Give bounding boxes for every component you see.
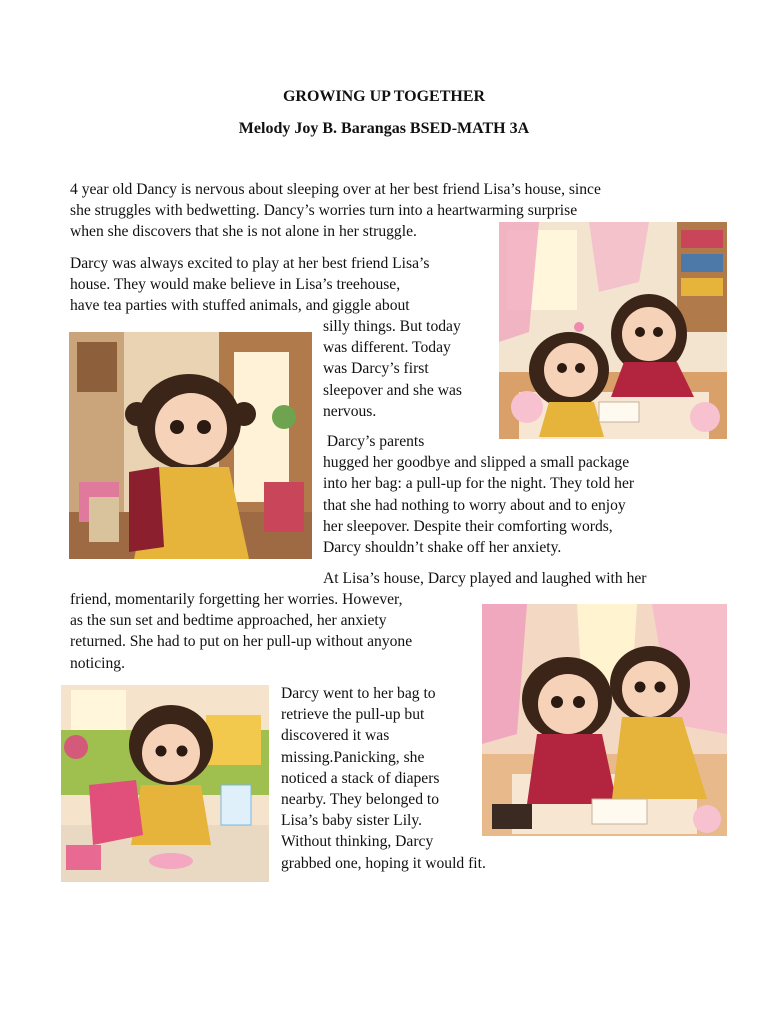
text-line: missing.Panicking, she — [281, 748, 425, 766]
document-title: GROWING UP TOGETHER — [282, 88, 486, 105]
text-line: was Darcy’s first — [323, 360, 429, 378]
paragraph-darcy-excited — [70, 253, 429, 317]
text-line: her sleepover. Despite their comforting words, — [323, 517, 613, 535]
text-line: retrieve the pull-up but — [281, 706, 425, 724]
text-line: Darcy went to her bag to — [281, 685, 436, 702]
text-line: noticing. — [70, 654, 126, 672]
text-line: sleepover and she was — [323, 381, 462, 399]
illustration-girl-backpack — [69, 332, 312, 559]
text-line: have tea parties with stuffed animals, and giggle about — [70, 297, 410, 315]
paragraph-darcy-nervous — [323, 316, 462, 422]
illustration-girls-on-floor — [482, 604, 727, 836]
text-line: nearby. They belonged to — [281, 791, 440, 809]
text-line: returned. She had to put on her pull-up without anyone — [70, 633, 413, 651]
text-line: she struggles with bedwetting. Dancy’s worries turn into a heartwarming surprise — [70, 202, 578, 220]
text-line: into her bag: a pull-up for the night. They told her — [323, 475, 635, 493]
text-line: noticed a stack of diapers — [281, 769, 440, 787]
paragraph-lisa-house-start — [323, 568, 646, 589]
paragraph-missing-pullup — [281, 683, 486, 874]
text-line: as the sun set and bedtime approached, her anxiety — [70, 612, 387, 630]
text-line: nervous. — [323, 402, 377, 420]
text-line: Darcy shouldn’t shake off her anxiety. — [323, 539, 562, 557]
text-line: Lisa’s baby sister Lily. — [281, 812, 423, 830]
text-line: silly things. But today — [323, 318, 461, 335]
text-line: grabbed one, hoping it would fit. — [281, 854, 486, 872]
illustration-girl-pink-bag — [61, 685, 269, 882]
paragraph-parents — [323, 431, 634, 558]
text-line: discovered it was — [281, 727, 390, 745]
text-line: At Lisa’s house, Darcy played and laughed with her — [323, 570, 647, 587]
text-line: house. They would make believe in Lisa’s treehouse, — [70, 276, 401, 294]
text-line: hugged her goodbye and slipped a small package — [323, 454, 630, 472]
document-author: Melody Joy B. Barangas BSED-MATH 3A — [238, 120, 530, 137]
text-line: Darcy’s parents — [323, 433, 425, 450]
paragraph-lisa-house — [70, 589, 412, 674]
illustration-tea-party — [499, 222, 727, 439]
text-line: when she discovers that she is not alone in her struggle. — [70, 223, 417, 241]
text-line: was different. Today — [323, 339, 451, 357]
text-line: Without thinking, Darcy — [281, 833, 434, 851]
text-line: 4 year old Dancy is nervous about sleeping over at her best friend Lisa’s house, since — [70, 181, 601, 198]
text-line: that she had nothing to worry about and to enjoy — [323, 496, 626, 514]
text-line: Darcy was always excited to play at her best friend Lisa’s — [70, 255, 430, 272]
text-line: friend, momentarily forgetting her worries. However, — [70, 591, 403, 608]
